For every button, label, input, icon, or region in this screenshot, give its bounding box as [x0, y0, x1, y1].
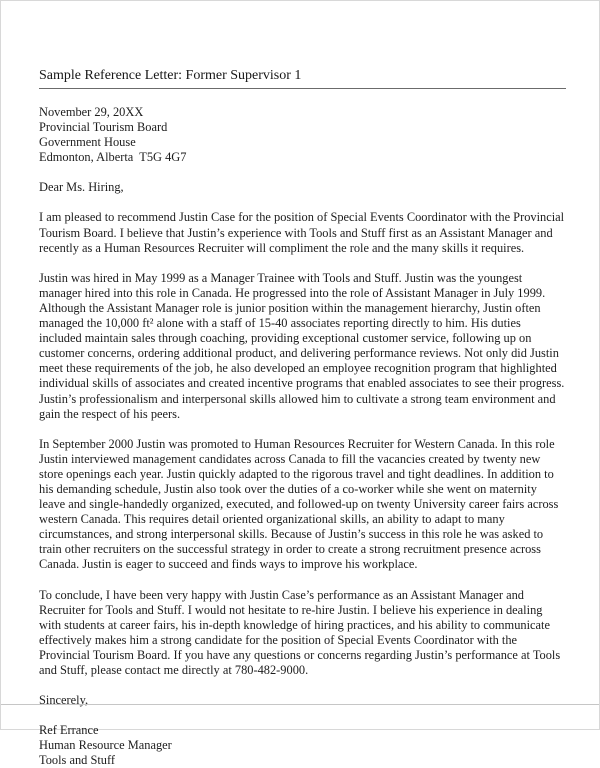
- address-line: Provincial Tourism Board: [39, 120, 168, 135]
- signature-name: Ref Errance: [39, 723, 99, 738]
- body-paragraph-2: Justin was hired in May 1999 as a Manager Trainee with Tools and Stuff. Justin was the youngest manager hired into this role in Canada. He progressed into the role of Assistant Manager in July 1999. Although the Assistant Manager role is junior position within the management hierarchy, Justin often managed the 10,000 ft² alone with a staff of 15-40 associates reporting directly to him. His duties included maintain sales through coaching, providing exceptional customer service, following up on customer concerns, ordering additional product, and delivering performance reviews. Not only did Justin meet these requirements of the job, he also developed an employee recognition program that highlighted individual skills of associates and created incentive programs that enabled associates to see their progress. Justin’s professionalism and interpersonal skills allowed him to cultivate a strong team environment and gain the respect of his peers.: [39, 270, 565, 421]
- body-paragraph-3: In September 2000 Justin was promoted to Human Resources Recruiter for Western Canada. In this role Justin interviewed management candidates across Canada to fill the vacancies created by twenty new store openings each year. Justin quickly adapted to the rigorous travel and tight deadlines. In addition to his demanding schedule, Justin also took over the duties of a co-worker while she went on maternity leave and single-handedly organized, executed, and followed-up on twenty University career fairs across western Canada. This requires detail oriented organizational skills, an ability to adapt to many circumstances, and strong interpersonal skills. Because of Justin’s success in this role he was asked to train other recruiters on the successful strategy in order to create a strong recruitment presence across Canada. Justin is eager to succeed and finds ways to improve his workplace.: [39, 436, 559, 572]
- address-line: Edmonton, Alberta T5G 4G7: [39, 150, 187, 165]
- page-bottom-divider: [1, 704, 599, 705]
- address-line: Government House: [39, 135, 136, 150]
- signature-title: Human Resource Manager: [39, 738, 172, 753]
- body-paragraph-1: I am pleased to recommend Justin Case for the position of Special Events Coordinator with the Provincial Tourism Board. I believe that Justin’s experience with Tools and Stuff first as an Assistant Manager and recently as a Human Resources Recruiter will compliment the role and the many skills it requires.: [39, 210, 565, 255]
- salutation: Dear Ms. Hiring,: [39, 180, 124, 195]
- closing: Sincerely,: [39, 693, 89, 708]
- letter-content: [1, 1, 599, 768]
- signature-company: Tools and Stuff: [39, 753, 116, 768]
- date-address-block: [39, 105, 566, 165]
- document-title: Sample Reference Letter: Former Supervisor 1: [39, 67, 566, 89]
- date-line: November 29, 20XX: [39, 105, 144, 119]
- body-paragraph-4: To conclude, I have been very happy with Justin Case’s performance as an Assistant Manager and Recruiter for Tools and Stuff. I would not hesitate to re-hire Justin. I believe his experience in dealing with students at career fairs, his in-depth knowledge of hiring practices, and his ability to communicate effectively makes him a strong candidate for the position of Special Events Coordinator with the Provincial Tourism Board. If you have any questions or concerns regarding Justin’s performance at Tools and Stuff, please contact me directly at 780-482-9000.: [39, 587, 561, 677]
